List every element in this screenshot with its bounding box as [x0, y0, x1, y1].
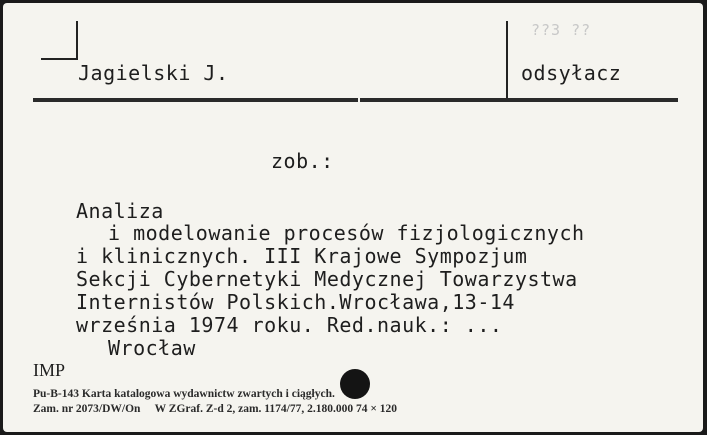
- author-name: Jagielski J.: [78, 61, 229, 85]
- title-line-4: Sekcji Cybernetyki Medycznej Towarzystwa: [76, 267, 578, 291]
- footer-print-line: Zam. nr 2073/DW/On W ZGraf. Z-d 2, zam. 1174/77, 2.180.000 74 × 120: [33, 403, 398, 415]
- header-divider: [506, 21, 508, 99]
- card-type-label: odsyłacz: [521, 61, 622, 85]
- header-rule-left: [33, 98, 358, 102]
- title-line-6: września 1974 roku. Red.nauk.: ...: [76, 313, 503, 337]
- corner-mark-vertical: [76, 21, 78, 59]
- title-line-5: Internistów Polskich.Wrocława,13-14: [76, 290, 515, 314]
- title-line-3: i klinicznych. III Krajowe Sympozjum: [76, 244, 528, 268]
- corner-mark-horizontal: [41, 58, 78, 60]
- faded-stamp: ??3 ??: [531, 21, 592, 39]
- title-line-1: Analiza: [76, 199, 164, 223]
- imprint-code: IMP: [33, 360, 66, 380]
- title-line-2: i modelowanie procesów fizjologicznych: [108, 221, 585, 245]
- place-of-publication: Wrocław: [108, 336, 196, 360]
- see-reference: zob.:: [271, 149, 334, 173]
- footer-form-line: Pu-B-143 Karta katalogowa wydawnictw zwartych i ciągłych.: [33, 388, 335, 400]
- header-rule-right: [360, 98, 678, 102]
- catalog-card: [3, 3, 703, 432]
- punch-hole: [340, 369, 370, 399]
